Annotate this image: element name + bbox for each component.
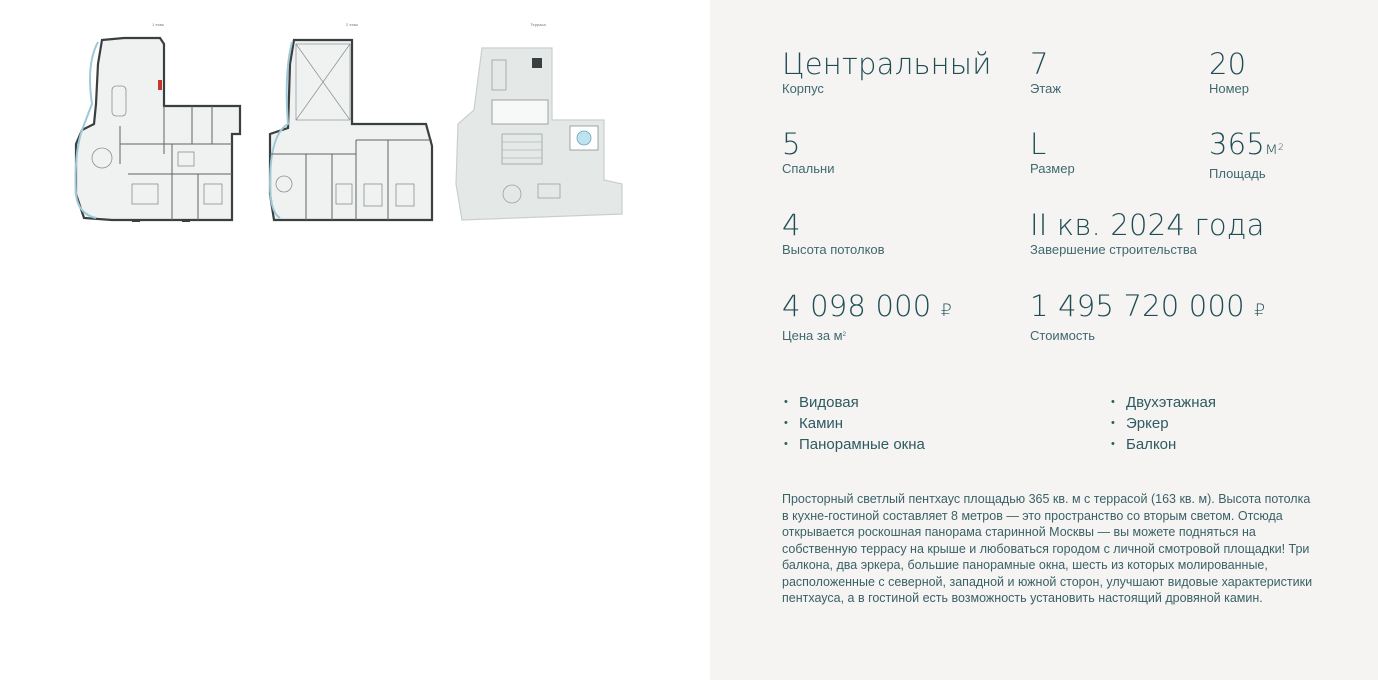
price-per-m-currency: ₽ xyxy=(940,301,952,321)
area-unit: м xyxy=(1264,139,1278,159)
completion-label: Завершение строительства xyxy=(1030,242,1197,257)
price-per-m-label-row xyxy=(782,328,952,344)
stat-area xyxy=(1209,128,1284,182)
stat-ceiling xyxy=(782,209,885,258)
size-label: Размер xyxy=(1030,161,1075,176)
floor-plan-1-drawing xyxy=(72,34,244,222)
floor-plan-terrace[interactable] xyxy=(452,22,624,222)
total-value: 1 495 720 000 xyxy=(1030,289,1245,323)
floor-plan-2[interactable] xyxy=(266,22,438,222)
ceiling-label: Высота потолков xyxy=(782,242,885,257)
total-currency: ₽ xyxy=(1254,301,1266,321)
stat-completion xyxy=(1030,209,1265,258)
floor-plan-1[interactable] xyxy=(72,22,244,222)
bedrooms-value: 5 xyxy=(782,127,801,161)
price-per-m-label: Цена за м xyxy=(782,328,843,343)
stat-number xyxy=(1209,48,1249,97)
ceiling-value: 4 xyxy=(782,208,801,242)
area-label: Площадь xyxy=(1209,166,1266,181)
total-label: Стоимость xyxy=(1030,328,1096,343)
features-list-right xyxy=(1109,392,1216,455)
feature-item: • Панорамные окна xyxy=(782,434,925,455)
stat-building xyxy=(782,48,992,97)
total-row xyxy=(1030,290,1265,327)
number-value: 20 xyxy=(1209,47,1247,81)
building-label: Корпус xyxy=(782,81,824,96)
stat-bedrooms xyxy=(782,128,834,177)
plan-title: 2 этаж xyxy=(346,22,358,27)
price-per-m-value: 4 098 000 xyxy=(782,289,932,323)
building-value: Центральный xyxy=(782,47,992,81)
price-per-m-superscript: 2 xyxy=(842,332,846,338)
feature-item: • Балкон xyxy=(1109,434,1216,455)
stat-total xyxy=(1030,290,1265,344)
feature-item: • Камин xyxy=(782,413,925,434)
plan-title: Терраса xyxy=(530,22,546,27)
area-value: 365 xyxy=(1209,127,1265,161)
apartment-description: Просторный светлый пентхаус площадью 365 кв. м с террасой (163 кв. м). Высота потолка в кухне-гостиной составляет 8 метров — это пространство со вторым светом. Отсюда открывается роскошная панорама старинной Москвы — вы можете подняться на собственную террасу на крыше и любоваться городом с личной смотровой площадки! Три балкона, два эркера, большие панорамные окна, шесть из которых молированные, расположенные с северной, западной и южной сторон, улучшают видовые характеристики пентхауса, а в гостиной есть возможность установить настоящий дровяной камин. xyxy=(782,492,1313,605)
feature-item: • Двухэтажная xyxy=(1109,392,1216,413)
floor-value: 7 xyxy=(1030,47,1049,81)
bedrooms-label: Спальни xyxy=(782,161,835,176)
stat-size xyxy=(1030,128,1075,177)
terrace-plan-drawing xyxy=(452,34,624,222)
plan-title: 1 этаж xyxy=(152,22,164,27)
area-unit-superscript: 2 xyxy=(1277,143,1284,153)
feature-item: • Эркер xyxy=(1109,413,1216,434)
stat-price-per-m xyxy=(782,290,952,344)
size-value: L xyxy=(1030,127,1047,161)
floor-plan-2-drawing xyxy=(266,34,438,222)
price-per-m-row xyxy=(782,290,952,327)
features-list-left xyxy=(782,392,925,455)
stat-floor xyxy=(1030,48,1061,97)
completion-value: II кв. 2024 года xyxy=(1030,208,1265,242)
area-value-row xyxy=(1209,128,1284,165)
number-label: Номер xyxy=(1209,81,1250,96)
floor-label: Этаж xyxy=(1030,81,1062,96)
feature-item: • Видовая xyxy=(782,392,925,413)
